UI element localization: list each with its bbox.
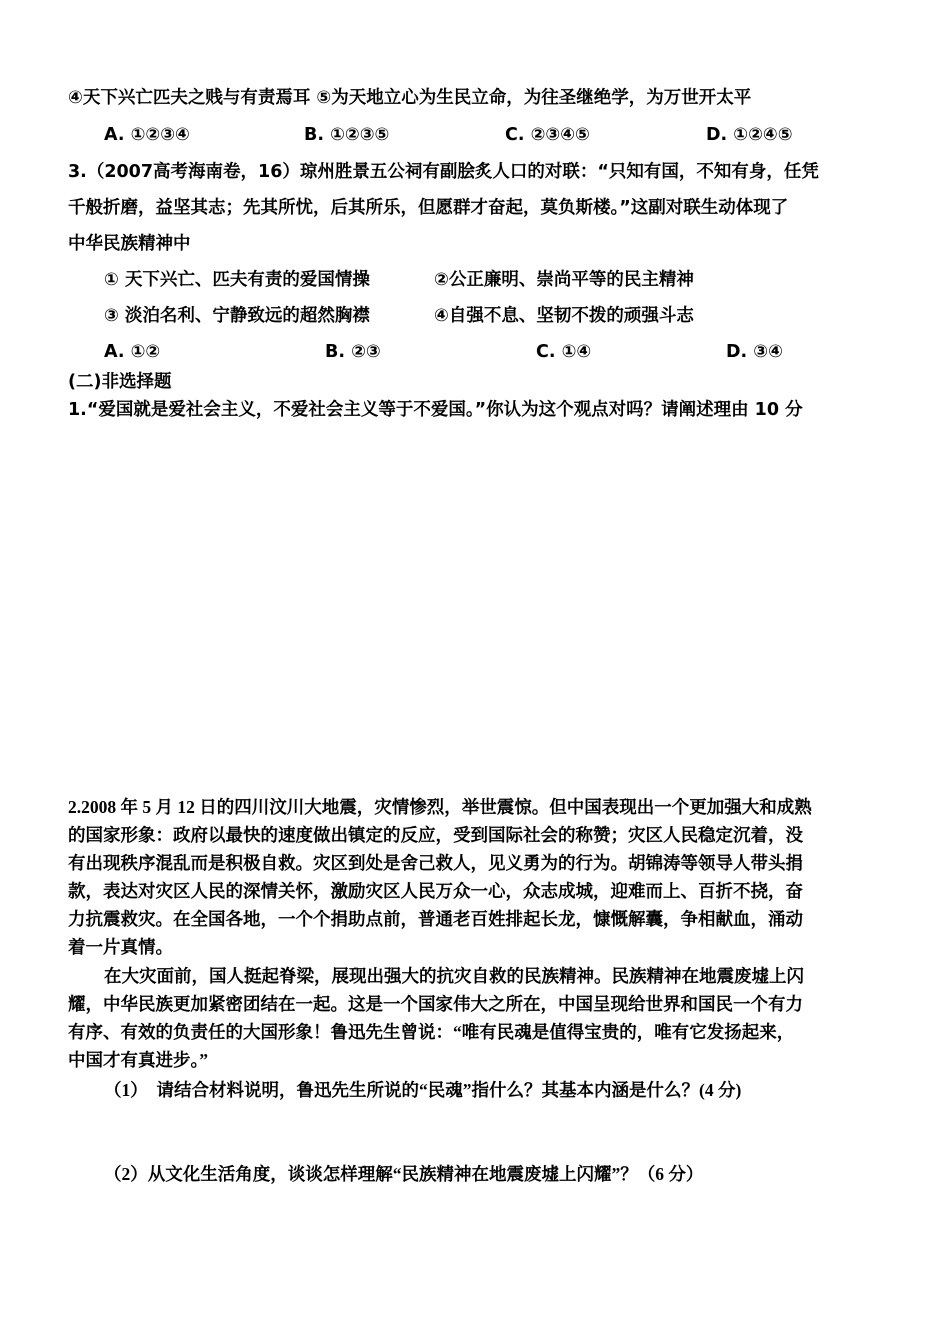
essay-question-1: 1.“爱国就是爱社会主义，不爱社会主义等于不爱国。”你认为这个观点对吗？请阐述理由 10 分 <box>68 400 803 420</box>
sub-question-2: （2）从文化生活角度，谈谈怎样理解“民族精神在地震废墟上闪耀”？（6 分） <box>104 1164 704 1184</box>
material-line-4: 款，表达对灾区人民的深情关怀，激励灾区人民万众一心，众志成城，迎难而上、百折不挠，奋 <box>68 881 803 901</box>
q3-stem-line-1: 3.（2007高考海南卷，16）琼州胜景五公祠有副脍炙人口的对联：“只知有国，不知有身，任凭 <box>68 162 819 182</box>
q2-statements-line: ④天下兴亡匹夫之贱与有责焉耳 ⑤为天地立心为生民立命，为往圣继绝学，为万世开太平 <box>68 88 752 108</box>
section-title: (二)非选择题 <box>68 372 172 392</box>
q3-option-a: A. ①② <box>104 342 161 362</box>
q2-option-c: C. ②③④⑤ <box>505 125 590 145</box>
q3-option-b: B. ②③ <box>325 342 381 362</box>
q3-item-3: ③ 淡泊名利、宁静致远的超然胸襟 <box>104 306 370 326</box>
q2-option-a: A. ①②③④ <box>104 125 190 145</box>
material-p2-line-1: 在大灾面前，国人挺起脊梁，展现出强大的抗灾自救的民族精神。民族精神在地震废墟上闪 <box>104 966 804 986</box>
material-line-3: 有出现秩序混乱而是积极自救。灾区到处是舍己救人，见义勇为的行为。胡锦涛等领导人带头捐 <box>68 853 803 873</box>
q3-item-4: ④自强不息、坚韧不拨的顽强斗志 <box>434 306 694 326</box>
q3-item-1: ① 天下兴亡、匹夫有责的爱国情操 <box>104 270 370 290</box>
q3-stem-line-2: 千般折磨，益坚其志；先其所忧，后其所乐，但愿群才奋起，莫负斯楼。”这副对联生动体现了 <box>68 198 789 218</box>
q3-stem-line-3: 中华民族精神中 <box>68 234 191 254</box>
q2-option-d: D. ①②④⑤ <box>706 125 793 145</box>
material-p2-line-3: 有序、有效的负责任的大国形象！鲁迅先生曾说：“唯有民魂是值得宝贵的，唯有它发扬起来， <box>68 1022 795 1042</box>
q3-item-2: ②公正廉明、崇尚平等的民主精神 <box>434 270 694 290</box>
material-line-2: 的国家形象：政府以最快的速度做出镇定的反应，受到国际社会的称赞；灾区人民稳定沉着，没 <box>68 825 803 845</box>
material-p2-line-4: 中国才有真进步。” <box>68 1050 208 1070</box>
sub-question-1: （1） 请结合材料说明，鲁迅先生所说的“民魂”指什么？其基本内涵是什么？(4 分) <box>104 1080 742 1100</box>
material-p2-line-2: 耀，中华民族更加紧密团结在一起。这是一个国家伟大之所在，中国呈现给世界和国民一个有力 <box>68 994 803 1014</box>
q2-option-b: B. ①②③⑤ <box>304 125 390 145</box>
material-line-1: 2.2008 年 5 月 12 日的四川汶川大地震，灾情惨烈，举世震惊。但中国表现出一个更加强大和成熟 <box>68 797 812 817</box>
q3-option-c: C. ①④ <box>536 342 592 362</box>
q3-option-d: D. ③④ <box>726 342 783 362</box>
material-line-6: 着一片真情。 <box>68 937 173 957</box>
material-line-5: 力抗震救灾。在全国各地，一个个捐助点前，普通老百姓排起长龙，慷慨解囊，争相献血，涌动 <box>68 909 803 929</box>
